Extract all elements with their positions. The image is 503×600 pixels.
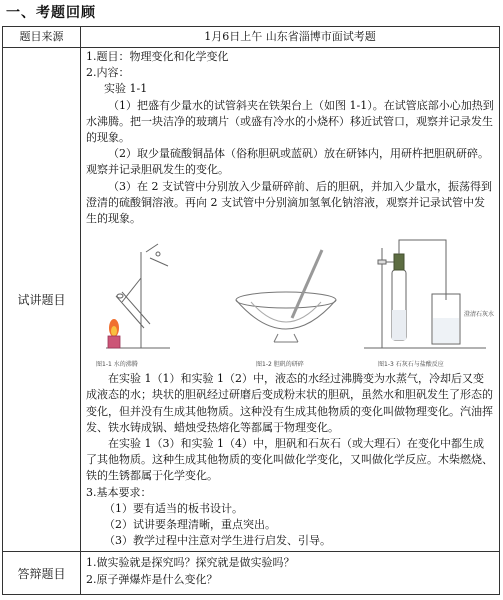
lecture-content xyxy=(81,48,500,552)
defense-content xyxy=(81,552,500,595)
requirement-3: （3）教学过程中注意对学生进行启发、引导。 xyxy=(104,534,331,548)
fig3-label: 澄清石灰水 xyxy=(464,311,494,319)
explanation-1: 在实验 1（1）和实验 1（2）中，液态的水经过沸腾变为水蒸气，冷却后又变成液态的水；块状的胆矾经过研磨后变成粉末状的胆矾，虽然水和胆矾发生了形态的变化，但并没有生成其他物质。这种没有生成其他物质的变化叫做物理变化。汽油挥发、铁水铸成锅、蜡烛受热熔化等都属于物理变化。 xyxy=(86,372,493,434)
defense-question-2: 2.原子弹爆炸是什么变化？ xyxy=(86,573,218,587)
fig2-caption: 图1-2 胆矾的研碎 xyxy=(256,361,304,369)
fig3-reaction-apparatus xyxy=(364,240,486,348)
source-label: 题目来源 xyxy=(3,27,81,48)
step-1: （1）把盛有少量水的试管斜夹在铁架台上（如图 1-1）。在试管底部小心加热到水沸腾。把一块洁净的玻璃片（或盛有冷水的小烧杯）移近试管口，观察并记录发生的现象。 xyxy=(86,98,494,145)
requirement-1: （1）要有适当的板书设计。 xyxy=(104,501,243,515)
requirement-2: （2）试讲要条理清晰，重点突出。 xyxy=(104,518,276,532)
experiment-figures xyxy=(86,230,494,368)
content-heading: 2.内容： xyxy=(86,66,130,80)
fig1-caption: 图1-1 水的沸腾 xyxy=(96,361,138,369)
fig3-caption: 图1-3 石灰石与盐酸反应 xyxy=(378,361,444,369)
requirements-heading: 3.基本要求： xyxy=(86,485,152,499)
step-3: （3）在 2 支试管中分别放入少量研碎前、后的胆矾，并加入少量水，振荡得到澄清的硫酸铜溶液。再向 2 支试管中分别滴加氢氧化钠溶液，观察并记录试管中发生的现象。 xyxy=(86,179,492,226)
source-value: 1月6日上午 山东省淄博市面试考题 xyxy=(81,27,500,48)
figures-illustration xyxy=(86,230,494,368)
source-row xyxy=(3,27,500,48)
lecture-topic: 1.题目：物理变化和化学变化 xyxy=(86,50,229,63)
lecture-row xyxy=(3,48,500,552)
defense-question-1: 1.做实验就是探究吗？探究就是做实验吗？ xyxy=(86,556,295,570)
defense-row xyxy=(3,552,500,595)
explanation-2: 在实验 1（3）和实验 1（4）中，胆矾和石灰石（或大理石）在变化中都生成了其他物质。这种生成其他物质的变化叫做化学变化，又叫做化学反应。木柴燃烧、铁的生锈都属于化学变化。 xyxy=(86,437,493,483)
fig1-flame-icon xyxy=(108,319,120,348)
section-title: 一、考题回顾 xyxy=(6,5,96,21)
step-2: （2）取少量硫酸铜晶体（俗称胆矾或蓝矾）放在研钵内，用研杵把胆矾研碎。观察并记录胆矾发生的变化。 xyxy=(86,147,489,177)
exam-table xyxy=(2,26,500,595)
defense-label: 答辩题目 xyxy=(3,552,81,595)
fig2-mortar-pestle xyxy=(236,250,336,342)
lecture-label: 试讲题目 xyxy=(3,48,81,552)
experiment-title: 实验 1-1 xyxy=(104,82,148,96)
